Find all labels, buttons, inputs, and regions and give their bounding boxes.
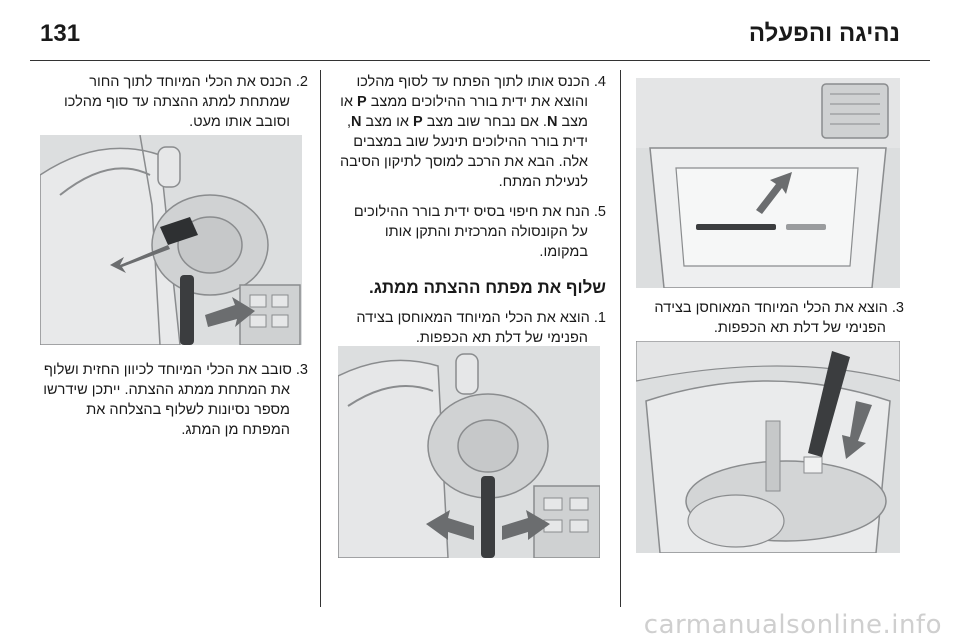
illustration-key-removal-arrows xyxy=(338,346,600,558)
step-text: סובב את הכלי המיוחד לכיוון החזית ושלוף את המתחת ממתג ההצתה. ייתכן שידרשו מספר נסיונות לשלוף בהצלחה את המפתח מן המתג. xyxy=(43,362,292,438)
section-title: נהיגה והפעלה xyxy=(748,20,900,47)
step-text-a: הכנס אותו לתוך הפתח עד לסוף מהלכו והוצא את ידית בורר ההילוכים ממצב xyxy=(356,74,590,110)
step-text: הכנס את הכלי המיוחד לתוך החור שמתחת למתג ההצתה עד סוף מהלכו וסובב אותו מעט. xyxy=(64,74,292,130)
gear-p-label-2: P xyxy=(412,114,423,130)
step-text-b: או מצב xyxy=(340,94,588,130)
left-step-3 xyxy=(38,360,308,440)
gear-p-label: P xyxy=(357,94,367,110)
illustration-console-tool xyxy=(636,341,900,553)
column-divider-left xyxy=(320,70,321,607)
step-text: הוצא את הכלי המיוחד המאוחסן בצידה הפנימי של דלת תא הכפפות. xyxy=(654,300,888,336)
step-text-d: או מצב xyxy=(365,114,409,130)
middle-step-4 xyxy=(334,72,606,192)
gear-n-label-2: N xyxy=(351,114,362,130)
right-step-3 xyxy=(632,298,904,338)
gear-n-label: N xyxy=(546,114,558,130)
glovebox-tool-drawing xyxy=(636,78,900,288)
step-text: הוצא את הכלי המיוחד המאוחסן בצידה הפנימי של דלת תא הכפפות. xyxy=(356,310,590,346)
footer-watermark: carmanualsonline.info xyxy=(643,610,942,640)
key-removal-drawing xyxy=(338,346,600,558)
middle-column xyxy=(334,72,606,358)
step-text-e: , ידית בורר ההילוכים תינעל שוב במצבים אלה. הבא את הרכב למוסך לתיקון הסיבה לנעילת המתח. xyxy=(339,114,588,190)
step-number: 3. xyxy=(891,300,904,316)
column-divider-right xyxy=(620,70,621,607)
page-number: 131 xyxy=(40,20,81,47)
left-column-lower xyxy=(38,360,308,450)
console-tool-drawing xyxy=(636,341,900,553)
middle-step-5 xyxy=(334,202,606,262)
step-text: הנח את חיפוי בסיס ידית בורר ההילוכים על הקונסולה המרכזית והתקן אותו במקומו. xyxy=(353,204,590,260)
left-column xyxy=(38,72,308,142)
illustration-ignition-tool-insert xyxy=(40,135,302,345)
illustration-glovebox-tool xyxy=(636,78,900,288)
step-number: 2. xyxy=(295,74,308,90)
ignition-tool-insert-drawing xyxy=(40,135,302,345)
middle-step-1 xyxy=(334,308,606,348)
header-rule xyxy=(30,60,930,61)
step-number: 4. xyxy=(593,74,606,90)
step-number: 5. xyxy=(593,204,606,220)
sub-heading-remove-key: שלוף את מפתח ההצתה ממתג. xyxy=(368,278,606,297)
left-step-2 xyxy=(38,72,308,132)
page-header xyxy=(30,14,930,54)
step-text-c: . אם נבחר שוב מצב xyxy=(426,114,547,130)
step-number: 3. xyxy=(295,362,308,378)
step-number: 1. xyxy=(593,310,606,326)
